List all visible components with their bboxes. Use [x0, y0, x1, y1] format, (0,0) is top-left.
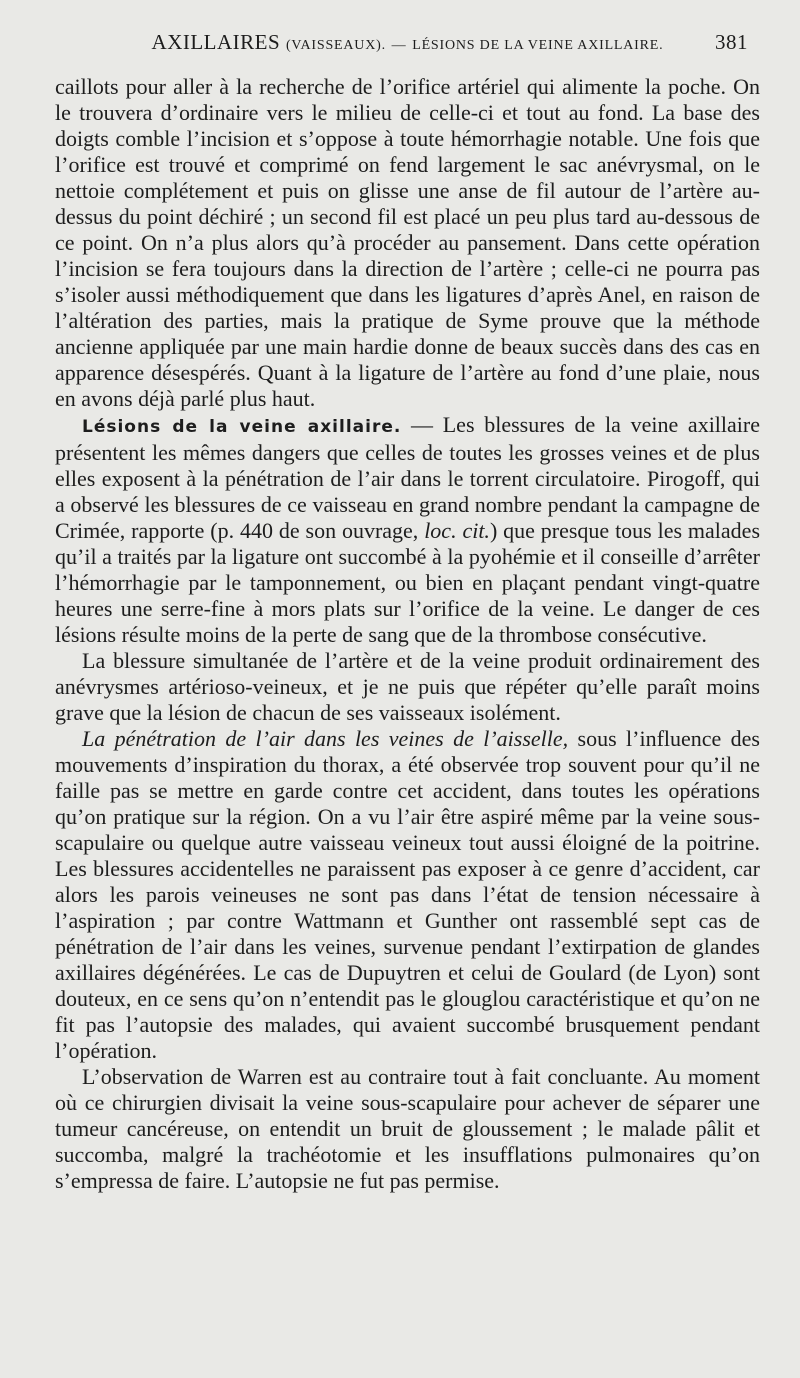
- paragraph-4: [55, 726, 760, 1064]
- paragraph-2-text-end: ) que presque tous les malades qu’il a traités par la ligature ont succombé à la pyohémie et il conseille d’arrêter l’hémorrhagie par le tamponnement, ou bien en plaçant pendant vingt-quatre heures une serre-fine à mors plats sur l’orifice de la veine. Le danger de ces lésions résulte moins de la perte de sang que de la thrombose consécutive.: [55, 518, 761, 647]
- citation: loc. cit.: [424, 518, 490, 543]
- running-head-dash: —: [391, 38, 407, 53]
- paragraph-4-text: sous l’influence des mouvements d’inspiration du thorax, a été observée trop souvent pour qu’il ne faille pas se mettre en garde contre cet accident, dans toutes les opérations qu’on pratique sur la région. On a vu l’air être aspiré même par la veine sous-scapulaire ou quelque autre vaisseau veineux tout aussi éloigné de la poitrine. Les blessures accidentelles ne paraissent pas exposer à ce genre d’accident, car alors les parois veineuses ne sont pas dans l’état de tension nécessaire à l’aspiration ; par contre Wattmann et Gunther ont rassemblé sept cas de pénétration de l’air dans les veines, survenue pendant l’extirpation de glandes axillaires dégénérées. Le cas de Dupuytren et celui de Goulard (de Lyon) sont douteux, en ce sens qu’on n’entendit pas le glouglou caractéristique et qu’on ne fit pas l’autopsie des malades, qui avaient succombé brusquement pendant l’opération.: [55, 726, 760, 1063]
- paragraph-2: [55, 412, 760, 648]
- body-text: [55, 74, 760, 1194]
- paragraph-1: caillots pour aller à la recherche de l’orifice artériel qui alimente la poche. On le trouvera d’ordinaire vers le milieu de celle-ci et tout au fond. La base des doigts comble l’incision et s’oppose à toute hémorrhagie notable. Une fois que l’orifice est trouvé et comprimé on fend largement le sac anévrysmal, on le nettoie complétement et puis on glisse une anse de fil autour de l’artère au-dessus du point déchiré ; un second fil est placé un peu plus tard au-dessous de ce point. On n’a plus alors qu’à procéder au pansement. Dans cette opération l’incision se fera toujours dans la direction de l’artère ; celle-ci ne pourra pas s’isoler aussi méthodiquement que dans les ligatures d’après Anel, en raison de l’altération des parties, mais la pratique de Syme prouve que la méthode ancienne appliquée par une main hardie donne de beaux succès dans des cas en apparence désespérés. Quant à la ligature de l’artère au fond d’une plaie, nous en avons déjà parlé plus haut.: [55, 74, 760, 411]
- paragraph-4-italic-lead: La pénétration de l’air dans les veines de l’aisselle,: [82, 726, 569, 751]
- running-head-title: AXILLAIRES: [151, 30, 281, 54]
- running-head: [55, 30, 760, 74]
- paragraph-3: La blessure simultanée de l’artère et de la veine produit ordinairement des anévrysmes artérioso-veineux, et je ne puis que répéter qu’elle paraît moins grave que la lésion de chacun de ses vaisseaux isolément.: [55, 648, 760, 725]
- section-heading: Lésions de la veine axillaire.: [82, 417, 402, 437]
- paragraph-5: L’observation de Warren est au contraire tout à fait concluante. Au moment où ce chirurgien divisait la veine sous-scapulaire pour achever de séparer une tumeur cancéreuse, on entendit un bruit de gloussement ; le malade pâlit et succomba, malgré la trachéotomie et les insufflations pulmonaires qu’on s’empressa de faire. L’autopsie ne fut pas permise.: [55, 1064, 760, 1193]
- running-head-subtitle: (VAISSEAUX).: [285, 38, 386, 53]
- page-number: 381: [715, 30, 748, 54]
- paragraph-2-text: — Les blessures de la veine axillaire présentent les mêmes dangers que celles de toutes les grosses veines et de plus elles exposent à la pénétration de l’air dans le torrent circulatoire. Pirogoff, qui a observé les blessures de ce vaisseau en grand nombre pendant la campagne de Crimée, rapporte (p. 440 de son ouvrage,: [55, 412, 760, 543]
- running-head-section: LÉSIONS DE LA VEINE AXILLAIRE.: [412, 38, 664, 53]
